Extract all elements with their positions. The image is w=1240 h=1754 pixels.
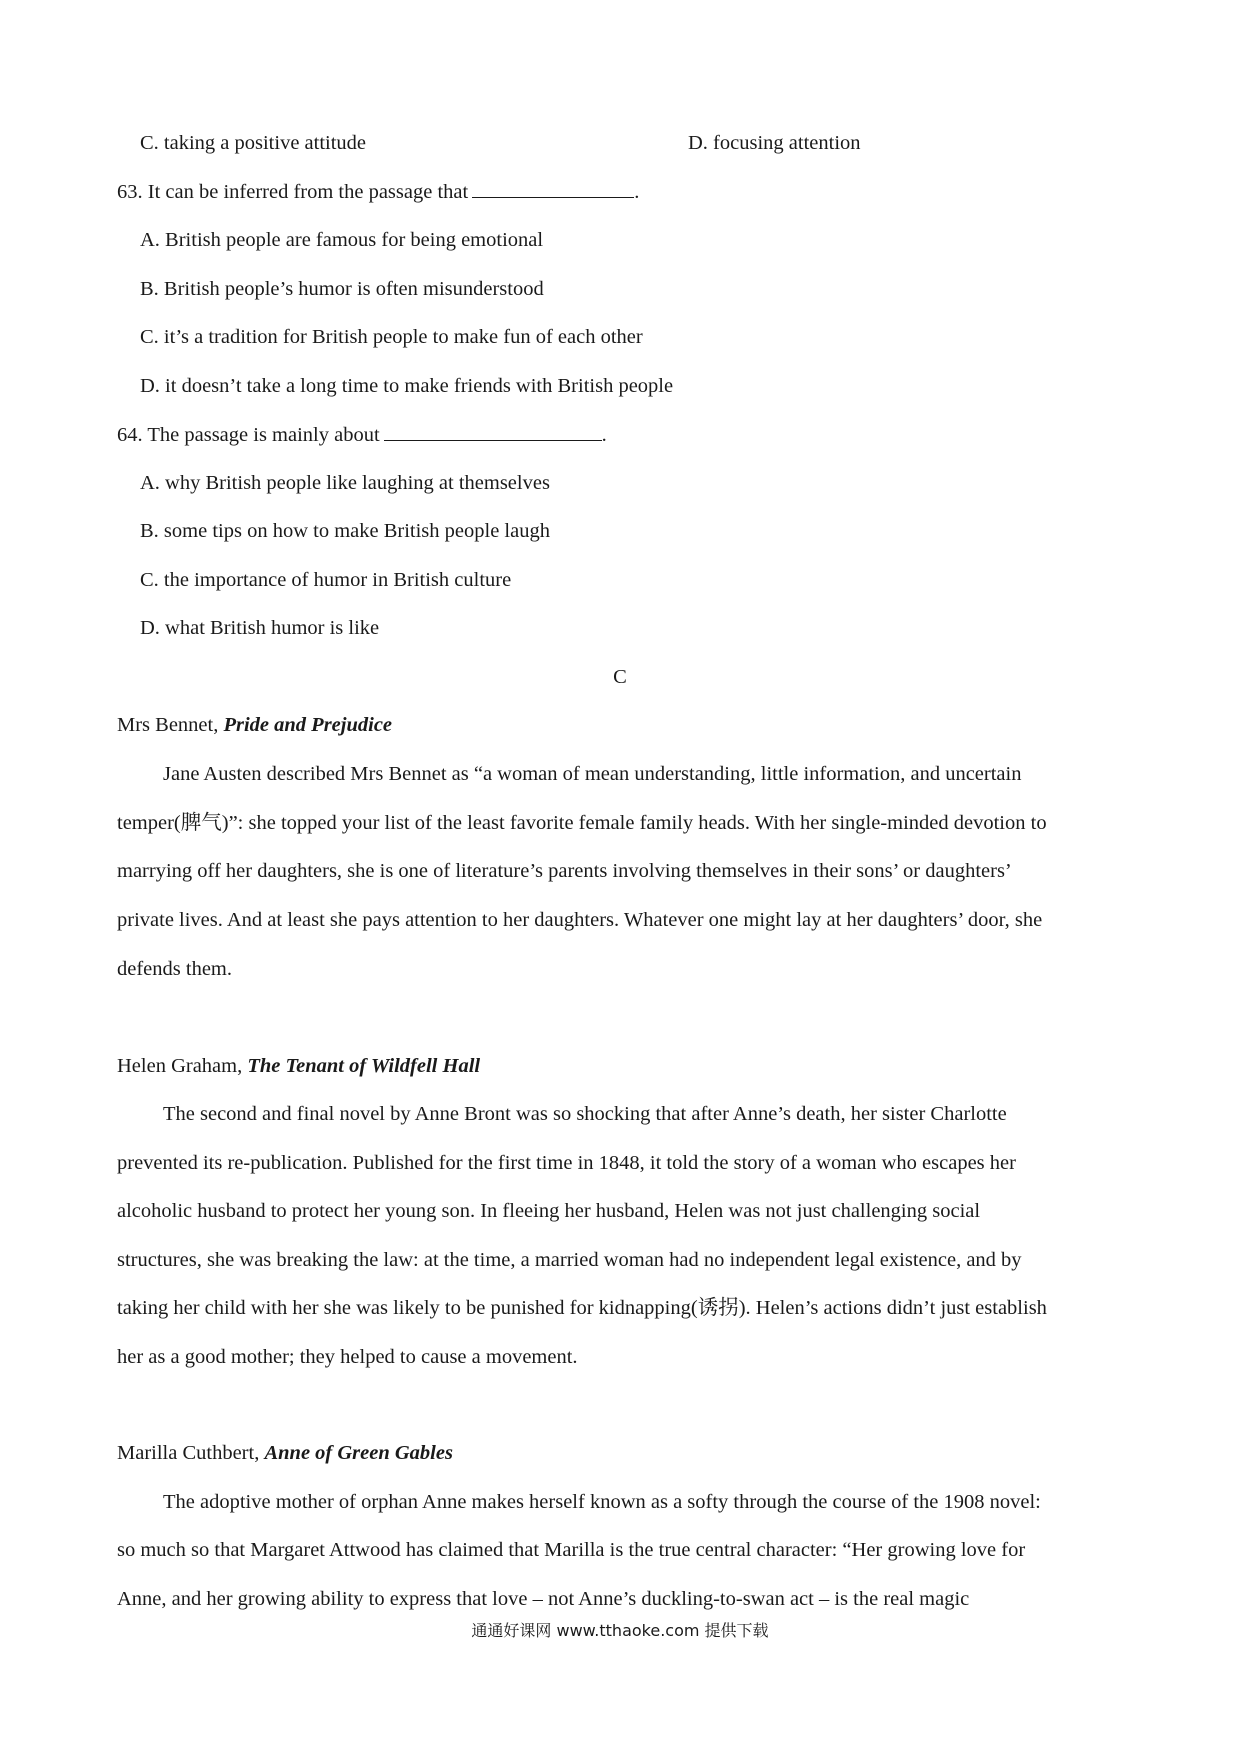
paragraph-line: Anne, and her growing ability to express that love – not Anne’s duckling-to-swan act – is the real magic bbox=[117, 1588, 970, 1610]
q64-blank bbox=[384, 439, 602, 441]
paragraph-line: temper(脾气)”: she topped your list of the least favorite female family heads. With her single-minded devotion to bbox=[117, 812, 1047, 834]
section-letter: C bbox=[613, 666, 627, 688]
entry-book-title: Pride and Prejudice bbox=[223, 714, 393, 736]
q63-option-d: D. it doesn’t take a long time to make friends with British people bbox=[140, 375, 674, 397]
q63-option-c: C. it’s a tradition for British people to make fun of each other bbox=[140, 326, 643, 348]
paragraph-line: The adoptive mother of orphan Anne makes herself known as a softy through the course of the 1908 novel: bbox=[163, 1491, 1041, 1513]
paragraph-line: prevented its re-publication. Published for the first time in 1848, it told the story of a woman who escapes her bbox=[117, 1152, 1016, 1174]
paragraph-line: private lives. And at least she pays attention to her daughters. Whatever one might lay at her daughters’ door, she bbox=[117, 909, 1043, 931]
q64-option-a: A. why British people like laughing at themselves bbox=[140, 472, 550, 494]
paragraph-line: her as a good mother; they helped to cause a movement. bbox=[117, 1346, 578, 1368]
entry-heading bbox=[117, 715, 392, 736]
paragraph-line: so much so that Margaret Attwood has claimed that Marilla is the true central character: “Her growing love for bbox=[117, 1539, 1026, 1561]
q64-stem-end: . bbox=[601, 424, 607, 446]
q62-option-c: C. taking a positive attitude bbox=[140, 132, 367, 154]
q64-option-c: C. the importance of humor in British culture bbox=[140, 569, 512, 591]
entry-heading bbox=[117, 1056, 480, 1077]
q63-stem bbox=[117, 182, 639, 203]
paragraph-line: alcoholic husband to protect her young son. In fleeing her husband, Helen was not just challenging social bbox=[117, 1200, 981, 1222]
paragraph-line: marrying off her daughters, she is one of literature’s parents involving themselves in their sons’ or daughters’ bbox=[117, 860, 1012, 882]
q64-option-b: B. some tips on how to make British people laugh bbox=[140, 520, 550, 542]
q62-option-d: D. focusing attention bbox=[688, 132, 861, 154]
q64-option-d: D. what British humor is like bbox=[140, 617, 380, 639]
q63-stem-text: 63. It can be inferred from the passage that bbox=[117, 181, 469, 203]
entry-heading bbox=[117, 1443, 453, 1464]
q63-option-b: B. British people’s humor is often misunderstood bbox=[140, 278, 544, 300]
entry-character: Helen Graham, bbox=[117, 1055, 243, 1077]
paragraph-line: Jane Austen described Mrs Bennet as “a woman of mean understanding, little information, and uncertain bbox=[163, 763, 1022, 785]
entry-book-title: The Tenant of Wildfell Hall bbox=[247, 1055, 481, 1077]
entry-character: Mrs Bennet, bbox=[117, 714, 219, 736]
paragraph-line: defends them. bbox=[117, 958, 232, 980]
paragraph-line: structures, she was breaking the law: at the time, a married woman had no independent legal existence, and by bbox=[117, 1249, 1022, 1271]
page-footer: 通通好课网 www.tthaoke.com 提供下载 bbox=[471, 1621, 769, 1640]
entry-character: Marilla Cuthbert, bbox=[117, 1442, 260, 1464]
entry-book-title: Anne of Green Gables bbox=[264, 1442, 453, 1464]
q63-option-a: A. British people are famous for being emotional bbox=[140, 229, 544, 251]
paragraph-line: taking her child with her she was likely to be punished for kidnapping(诱拐). Helen’s actions didn’t just establish bbox=[117, 1297, 1047, 1319]
q64-stem bbox=[117, 425, 607, 446]
q64-stem-text: 64. The passage is mainly about bbox=[117, 424, 380, 446]
q63-blank bbox=[472, 196, 634, 198]
paragraph-line: The second and final novel by Anne Bront was so shocking that after Anne’s death, her sister Charlotte bbox=[163, 1103, 1007, 1125]
q63-stem-end: . bbox=[634, 181, 640, 203]
